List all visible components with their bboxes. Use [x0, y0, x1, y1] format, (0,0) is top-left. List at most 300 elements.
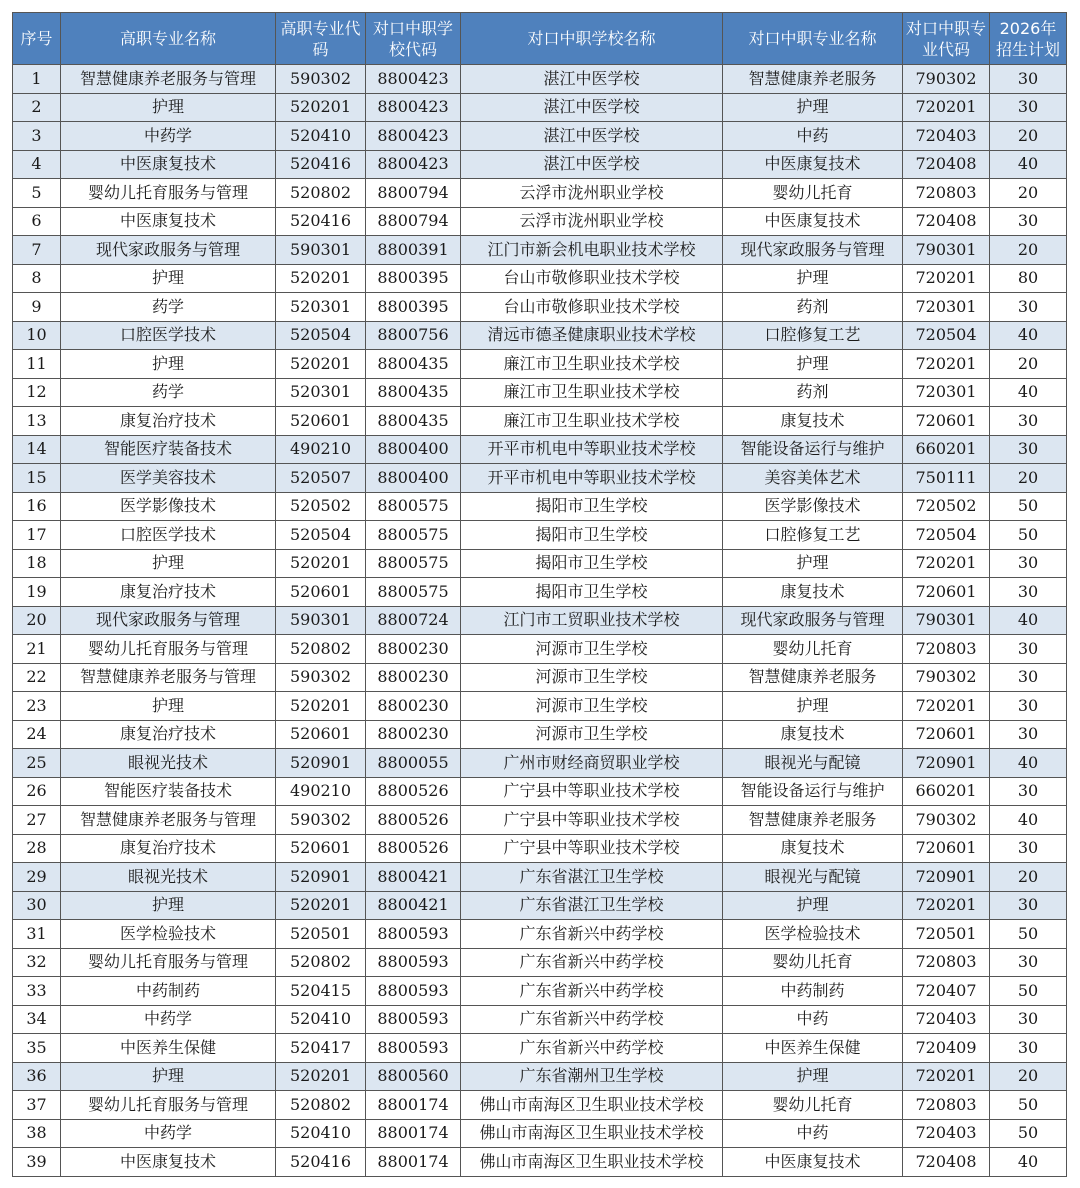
- cell-sec-major: 智能设备运行与维护: [723, 435, 903, 464]
- cell-major-code: 520501: [276, 920, 366, 949]
- cell-school-code: 8800400: [366, 464, 461, 493]
- table-row: [13, 236, 1067, 265]
- cell-major-code: 520416: [276, 1148, 366, 1177]
- cell-no: 9: [13, 293, 61, 322]
- table-row: [13, 806, 1067, 835]
- cell-sec-code: 720502: [903, 492, 990, 521]
- cell-school: 湛江中医学校: [461, 150, 723, 179]
- cell-plan: 50: [990, 492, 1067, 521]
- cell-school-code: 8800593: [366, 948, 461, 977]
- cell-major-code: 520802: [276, 948, 366, 977]
- cell-sec-code: 720201: [903, 350, 990, 379]
- cell-school: 开平市机电中等职业技术学校: [461, 435, 723, 464]
- table-row: [13, 93, 1067, 122]
- cell-sec-code: 660201: [903, 777, 990, 806]
- cell-major-code: 520417: [276, 1034, 366, 1063]
- cell-school-code: 8800395: [366, 264, 461, 293]
- cell-sec-code: 720408: [903, 1148, 990, 1177]
- table-row: [13, 264, 1067, 293]
- cell-no: 10: [13, 321, 61, 350]
- table-row: [13, 834, 1067, 863]
- table-row: [13, 65, 1067, 94]
- cell-major-code: 590302: [276, 663, 366, 692]
- cell-major: 医学美容技术: [61, 464, 276, 493]
- cell-school-code: 8800423: [366, 150, 461, 179]
- cell-no: 8: [13, 264, 61, 293]
- cell-major: 口腔医学技术: [61, 521, 276, 550]
- cell-school: 广东省新兴中药学校: [461, 1034, 723, 1063]
- cell-school: 湛江中医学校: [461, 93, 723, 122]
- cell-sec-code: 720201: [903, 93, 990, 122]
- cell-sec-code: 720504: [903, 321, 990, 350]
- cell-school-code: 8800756: [366, 321, 461, 350]
- cell-major-code: 520410: [276, 122, 366, 151]
- cell-sec-major: 医学检验技术: [723, 920, 903, 949]
- cell-school-code: 8800174: [366, 1148, 461, 1177]
- cell-school: 河源市卫生学校: [461, 720, 723, 749]
- cell-major: 婴幼儿托育服务与管理: [61, 635, 276, 664]
- cell-no: 16: [13, 492, 61, 521]
- cell-plan: 20: [990, 236, 1067, 265]
- cell-major-code: 590301: [276, 236, 366, 265]
- cell-school: 广东省新兴中药学校: [461, 948, 723, 977]
- cell-sec-code: 720408: [903, 150, 990, 179]
- cell-school-code: 8800794: [366, 207, 461, 236]
- cell-sec-major: 现代家政服务与管理: [723, 236, 903, 265]
- cell-sec-code: 720201: [903, 891, 990, 920]
- cell-major-code: 520601: [276, 407, 366, 436]
- table-row: [13, 863, 1067, 892]
- cell-major-code: 520507: [276, 464, 366, 493]
- cell-school-code: 8800230: [366, 720, 461, 749]
- cell-major-code: 490210: [276, 435, 366, 464]
- cell-major-code: 520504: [276, 321, 366, 350]
- cell-major: 药学: [61, 378, 276, 407]
- cell-school-code: 8800395: [366, 293, 461, 322]
- cell-sec-code: 720803: [903, 635, 990, 664]
- cell-school-code: 8800230: [366, 692, 461, 721]
- cell-sec-code: 720504: [903, 521, 990, 550]
- table-row: [13, 150, 1067, 179]
- cell-major-code: 520504: [276, 521, 366, 550]
- header-school: 对口中职学校名称: [461, 13, 723, 65]
- cell-no: 17: [13, 521, 61, 550]
- cell-no: 27: [13, 806, 61, 835]
- cell-school-code: 8800435: [366, 350, 461, 379]
- cell-plan: 30: [990, 407, 1067, 436]
- cell-major: 护理: [61, 891, 276, 920]
- cell-major-code: 520201: [276, 264, 366, 293]
- cell-school-code: 8800593: [366, 1005, 461, 1034]
- header-major: 高职专业名称: [61, 13, 276, 65]
- cell-sec-code: 720403: [903, 1119, 990, 1148]
- cell-sec-major: 口腔修复工艺: [723, 321, 903, 350]
- cell-major: 中医康复技术: [61, 150, 276, 179]
- cell-no: 4: [13, 150, 61, 179]
- cell-plan: 40: [990, 150, 1067, 179]
- table-row: [13, 720, 1067, 749]
- cell-no: 28: [13, 834, 61, 863]
- cell-school: 湛江中医学校: [461, 122, 723, 151]
- cell-sec-major: 药剂: [723, 378, 903, 407]
- cell-sec-code: 720601: [903, 720, 990, 749]
- cell-major: 婴幼儿托育服务与管理: [61, 179, 276, 208]
- cell-school-code: 8800055: [366, 749, 461, 778]
- cell-major-code: 520201: [276, 692, 366, 721]
- cell-plan: 40: [990, 806, 1067, 835]
- cell-sec-major: 眼视光与配镜: [723, 863, 903, 892]
- cell-major: 护理: [61, 1062, 276, 1091]
- cell-school: 揭阳市卫生学校: [461, 549, 723, 578]
- cell-major-code: 520601: [276, 578, 366, 607]
- cell-plan: 80: [990, 264, 1067, 293]
- cell-school: 揭阳市卫生学校: [461, 492, 723, 521]
- cell-school: 佛山市南海区卫生职业技术学校: [461, 1091, 723, 1120]
- cell-school: 江门市工贸职业技术学校: [461, 606, 723, 635]
- header-major-code: 高职专业代码: [276, 13, 366, 65]
- cell-school: 湛江中医学校: [461, 65, 723, 94]
- cell-sec-major: 中药: [723, 1005, 903, 1034]
- cell-major-code: 520301: [276, 378, 366, 407]
- header-no: 序号: [13, 13, 61, 65]
- cell-sec-code: 720901: [903, 863, 990, 892]
- cell-no: 33: [13, 977, 61, 1006]
- cell-sec-code: 750111: [903, 464, 990, 493]
- cell-school-code: 8800435: [366, 378, 461, 407]
- cell-school-code: 8800575: [366, 492, 461, 521]
- cell-school: 开平市机电中等职业技术学校: [461, 464, 723, 493]
- cell-sec-major: 中医康复技术: [723, 1148, 903, 1177]
- cell-sec-major: 护理: [723, 93, 903, 122]
- cell-major-code: 490210: [276, 777, 366, 806]
- cell-school: 廉江市卫生职业技术学校: [461, 350, 723, 379]
- cell-major-code: 520802: [276, 179, 366, 208]
- cell-plan: 30: [990, 777, 1067, 806]
- table-row: [13, 207, 1067, 236]
- cell-no: 3: [13, 122, 61, 151]
- cell-school: 广东省潮州卫生学校: [461, 1062, 723, 1091]
- cell-school: 广宁县中等职业技术学校: [461, 834, 723, 863]
- cell-plan: 40: [990, 378, 1067, 407]
- cell-major: 眼视光技术: [61, 749, 276, 778]
- cell-major: 现代家政服务与管理: [61, 606, 276, 635]
- cell-no: 29: [13, 863, 61, 892]
- cell-school-code: 8800575: [366, 549, 461, 578]
- cell-major-code: 520301: [276, 293, 366, 322]
- cell-plan: 50: [990, 521, 1067, 550]
- cell-sec-code: 720901: [903, 749, 990, 778]
- cell-sec-code: 720403: [903, 122, 990, 151]
- cell-sec-code: 720201: [903, 692, 990, 721]
- cell-no: 26: [13, 777, 61, 806]
- cell-major-code: 520502: [276, 492, 366, 521]
- cell-plan: 40: [990, 321, 1067, 350]
- cell-sec-major: 护理: [723, 350, 903, 379]
- cell-sec-major: 智慧健康养老服务: [723, 806, 903, 835]
- cell-plan: 30: [990, 549, 1067, 578]
- table-row: [13, 920, 1067, 949]
- cell-plan: 30: [990, 891, 1067, 920]
- cell-sec-major: 智慧健康养老服务: [723, 65, 903, 94]
- cell-plan: 20: [990, 350, 1067, 379]
- cell-school: 河源市卫生学校: [461, 692, 723, 721]
- cell-major-code: 520901: [276, 749, 366, 778]
- cell-sec-major: 现代家政服务与管理: [723, 606, 903, 635]
- cell-sec-major: 护理: [723, 692, 903, 721]
- cell-sec-major: 药剂: [723, 293, 903, 322]
- cell-sec-code: 720601: [903, 834, 990, 863]
- cell-plan: 30: [990, 635, 1067, 664]
- table-row: [13, 1091, 1067, 1120]
- cell-school-code: 8800560: [366, 1062, 461, 1091]
- cell-major: 康复治疗技术: [61, 834, 276, 863]
- cell-major: 智慧健康养老服务与管理: [61, 65, 276, 94]
- cell-school: 台山市敬修职业技术学校: [461, 264, 723, 293]
- cell-no: 5: [13, 179, 61, 208]
- cell-school: 佛山市南海区卫生职业技术学校: [461, 1119, 723, 1148]
- cell-major: 医学检验技术: [61, 920, 276, 949]
- cell-sec-code: 720301: [903, 293, 990, 322]
- table-row: [13, 1148, 1067, 1177]
- cell-major-code: 520410: [276, 1119, 366, 1148]
- cell-school-code: 8800575: [366, 578, 461, 607]
- cell-no: 6: [13, 207, 61, 236]
- cell-school: 广东省湛江卫生学校: [461, 891, 723, 920]
- cell-major: 智能医疗装备技术: [61, 435, 276, 464]
- cell-school-code: 8800593: [366, 920, 461, 949]
- cell-school: 广宁县中等职业技术学校: [461, 806, 723, 835]
- cell-plan: 30: [990, 93, 1067, 122]
- cell-sec-code: 720407: [903, 977, 990, 1006]
- cell-school-code: 8800423: [366, 93, 461, 122]
- cell-plan: 20: [990, 1062, 1067, 1091]
- cell-major: 婴幼儿托育服务与管理: [61, 1091, 276, 1120]
- cell-school-code: 8800435: [366, 407, 461, 436]
- cell-school-code: 8800526: [366, 777, 461, 806]
- table-row: [13, 435, 1067, 464]
- cell-school-code: 8800423: [366, 65, 461, 94]
- cell-sec-major: 婴幼儿托育: [723, 635, 903, 664]
- cell-major: 中医养生保健: [61, 1034, 276, 1063]
- cell-plan: 20: [990, 179, 1067, 208]
- cell-sec-code: 720201: [903, 1062, 990, 1091]
- cell-sec-major: 婴幼儿托育: [723, 179, 903, 208]
- cell-major-code: 520601: [276, 834, 366, 863]
- cell-school-code: 8800230: [366, 635, 461, 664]
- cell-sec-code: 720403: [903, 1005, 990, 1034]
- cell-major: 中医康复技术: [61, 1148, 276, 1177]
- table-row: [13, 179, 1067, 208]
- cell-no: 23: [13, 692, 61, 721]
- cell-major-code: 520901: [276, 863, 366, 892]
- cell-school: 广东省新兴中药学校: [461, 977, 723, 1006]
- header-school-code: 对口中职学校代码: [366, 13, 461, 65]
- cell-no: 18: [13, 549, 61, 578]
- cell-school-code: 8800526: [366, 834, 461, 863]
- table-row: [13, 606, 1067, 635]
- cell-sec-major: 康复技术: [723, 578, 903, 607]
- cell-major: 中药学: [61, 1119, 276, 1148]
- cell-plan: 30: [990, 207, 1067, 236]
- cell-major: 中药制药: [61, 977, 276, 1006]
- table-row: [13, 464, 1067, 493]
- cell-major: 现代家政服务与管理: [61, 236, 276, 265]
- cell-major-code: 520410: [276, 1005, 366, 1034]
- cell-sec-code: 790302: [903, 65, 990, 94]
- cell-sec-major: 护理: [723, 264, 903, 293]
- cell-sec-major: 婴幼儿托育: [723, 948, 903, 977]
- cell-major: 护理: [61, 350, 276, 379]
- cell-sec-major: 智能设备运行与维护: [723, 777, 903, 806]
- cell-school-code: 8800575: [366, 521, 461, 550]
- table-row: [13, 293, 1067, 322]
- header-plan: 2026年招生计划: [990, 13, 1067, 65]
- cell-sec-major: 护理: [723, 891, 903, 920]
- cell-no: 21: [13, 635, 61, 664]
- cell-plan: 30: [990, 1005, 1067, 1034]
- cell-school: 广宁县中等职业技术学校: [461, 777, 723, 806]
- cell-major-code: 520416: [276, 207, 366, 236]
- cell-sec-major: 护理: [723, 1062, 903, 1091]
- cell-plan: 30: [990, 578, 1067, 607]
- cell-no: 34: [13, 1005, 61, 1034]
- cell-sec-major: 婴幼儿托育: [723, 1091, 903, 1120]
- table-row: [13, 350, 1067, 379]
- cell-no: 22: [13, 663, 61, 692]
- cell-sec-major: 康复技术: [723, 720, 903, 749]
- cell-plan: 50: [990, 1091, 1067, 1120]
- cell-school: 清远市德圣健康职业技术学校: [461, 321, 723, 350]
- table-row: [13, 663, 1067, 692]
- cell-plan: 50: [990, 1119, 1067, 1148]
- table-row: [13, 578, 1067, 607]
- cell-major-code: 520802: [276, 635, 366, 664]
- table-container: [12, 12, 1067, 1177]
- table-row: [13, 749, 1067, 778]
- cell-no: 25: [13, 749, 61, 778]
- cell-no: 35: [13, 1034, 61, 1063]
- cell-school-code: 8800794: [366, 179, 461, 208]
- cell-sec-code: 720803: [903, 948, 990, 977]
- cell-no: 15: [13, 464, 61, 493]
- cell-sec-code: 720803: [903, 1091, 990, 1120]
- cell-plan: 30: [990, 834, 1067, 863]
- cell-major: 眼视光技术: [61, 863, 276, 892]
- cell-school-code: 8800174: [366, 1091, 461, 1120]
- cell-school: 河源市卫生学校: [461, 635, 723, 664]
- cell-plan: 50: [990, 920, 1067, 949]
- table-row: [13, 321, 1067, 350]
- cell-school-code: 8800724: [366, 606, 461, 635]
- cell-school-code: 8800230: [366, 663, 461, 692]
- cell-plan: 20: [990, 863, 1067, 892]
- cell-sec-code: 720601: [903, 407, 990, 436]
- cell-major: 护理: [61, 692, 276, 721]
- cell-school: 廉江市卫生职业技术学校: [461, 378, 723, 407]
- cell-no: 24: [13, 720, 61, 749]
- cell-sec-code: 720601: [903, 578, 990, 607]
- cell-no: 20: [13, 606, 61, 635]
- cell-sec-code: 790302: [903, 663, 990, 692]
- cell-major: 护理: [61, 264, 276, 293]
- cell-sec-code: 720408: [903, 207, 990, 236]
- cell-no: 37: [13, 1091, 61, 1120]
- cell-no: 19: [13, 578, 61, 607]
- cell-no: 11: [13, 350, 61, 379]
- cell-school: 廉江市卫生职业技术学校: [461, 407, 723, 436]
- table-row: [13, 635, 1067, 664]
- cell-plan: 30: [990, 663, 1067, 692]
- cell-major: 医学影像技术: [61, 492, 276, 521]
- cell-sec-code: 720201: [903, 264, 990, 293]
- table-row: [13, 407, 1067, 436]
- cell-sec-major: 美容美体艺术: [723, 464, 903, 493]
- cell-major: 康复治疗技术: [61, 720, 276, 749]
- cell-sec-code: 790302: [903, 806, 990, 835]
- cell-sec-major: 康复技术: [723, 407, 903, 436]
- cell-school-code: 8800421: [366, 891, 461, 920]
- cell-plan: 30: [990, 948, 1067, 977]
- cell-major-code: 520416: [276, 150, 366, 179]
- cell-major-code: 520201: [276, 1062, 366, 1091]
- table-row: [13, 378, 1067, 407]
- table-row: [13, 891, 1067, 920]
- cell-school: 揭阳市卫生学校: [461, 521, 723, 550]
- cell-no: 2: [13, 93, 61, 122]
- cell-major-code: 520201: [276, 891, 366, 920]
- table-row: [13, 492, 1067, 521]
- cell-school-code: 8800391: [366, 236, 461, 265]
- cell-sec-code: 720409: [903, 1034, 990, 1063]
- cell-major: 婴幼儿托育服务与管理: [61, 948, 276, 977]
- cell-no: 36: [13, 1062, 61, 1091]
- cell-plan: 40: [990, 606, 1067, 635]
- table-row: [13, 122, 1067, 151]
- table-row: [13, 521, 1067, 550]
- cell-major: 康复治疗技术: [61, 407, 276, 436]
- cell-sec-code: 790301: [903, 236, 990, 265]
- cell-school-code: 8800593: [366, 977, 461, 1006]
- cell-plan: 30: [990, 65, 1067, 94]
- cell-major: 护理: [61, 93, 276, 122]
- cell-major: 智慧健康养老服务与管理: [61, 663, 276, 692]
- cell-no: 31: [13, 920, 61, 949]
- cell-major: 康复治疗技术: [61, 578, 276, 607]
- cell-sec-major: 护理: [723, 549, 903, 578]
- cell-plan: 20: [990, 464, 1067, 493]
- cell-major: 中药学: [61, 1005, 276, 1034]
- cell-sec-major: 智慧健康养老服务: [723, 663, 903, 692]
- cell-sec-major: 中药: [723, 1119, 903, 1148]
- cell-school: 揭阳市卫生学校: [461, 578, 723, 607]
- cell-sec-code: 720301: [903, 378, 990, 407]
- cell-sec-code: 720501: [903, 920, 990, 949]
- cell-major-code: 520601: [276, 720, 366, 749]
- cell-major-code: 520201: [276, 549, 366, 578]
- cell-no: 39: [13, 1148, 61, 1177]
- cell-no: 12: [13, 378, 61, 407]
- cell-plan: 30: [990, 293, 1067, 322]
- cell-school: 广东省新兴中药学校: [461, 1005, 723, 1034]
- cell-plan: 20: [990, 122, 1067, 151]
- cell-school-code: 8800174: [366, 1119, 461, 1148]
- table-row: [13, 1062, 1067, 1091]
- cell-no: 7: [13, 236, 61, 265]
- cell-school-code: 8800593: [366, 1034, 461, 1063]
- cell-plan: 40: [990, 1148, 1067, 1177]
- cell-major: 智能医疗装备技术: [61, 777, 276, 806]
- cell-sec-major: 中药: [723, 122, 903, 151]
